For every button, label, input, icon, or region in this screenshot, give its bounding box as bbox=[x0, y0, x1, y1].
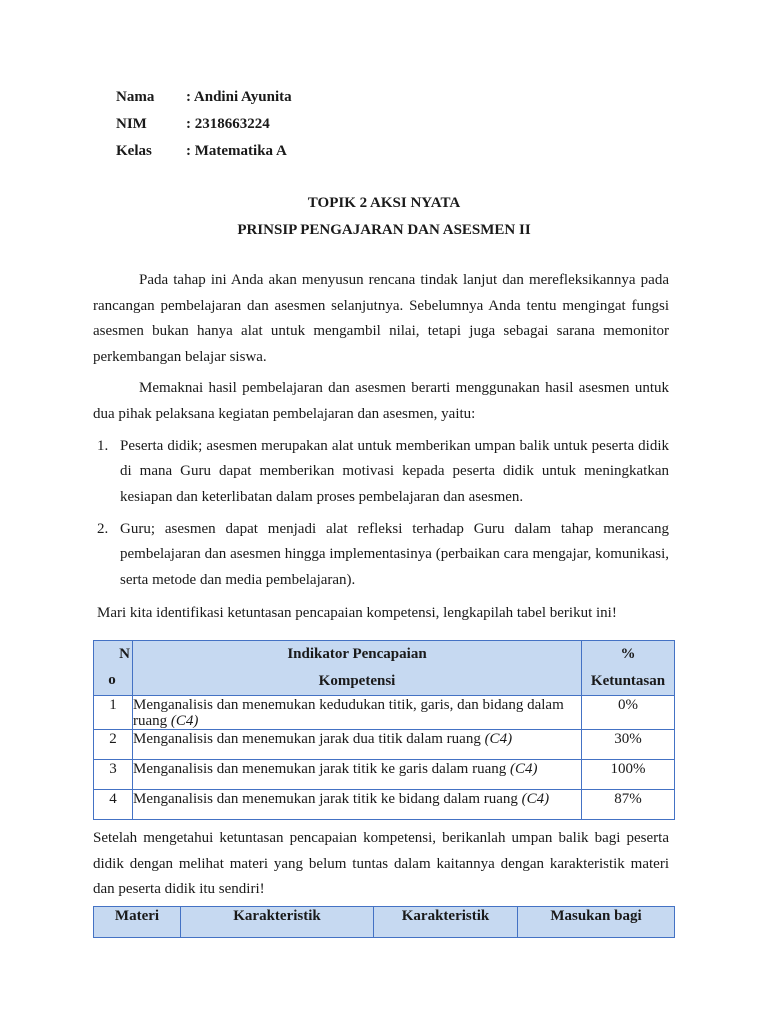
row-number: 4 bbox=[94, 790, 133, 820]
feedback-table-header-row bbox=[94, 907, 675, 938]
list-item bbox=[97, 434, 669, 510]
header-no bbox=[94, 641, 133, 696]
paragraph-intro bbox=[93, 268, 669, 370]
nim-label: NIM bbox=[116, 116, 147, 132]
document-subtitle: PRINSIP PENGAJARAN DAN ASESMEN II bbox=[237, 222, 531, 238]
list-number: 2. bbox=[97, 521, 109, 537]
list-item bbox=[97, 517, 669, 593]
table-row bbox=[94, 730, 675, 760]
list-number: 1. bbox=[97, 438, 109, 454]
document-title: TOPIK 2 AKSI NYATA bbox=[307, 195, 461, 211]
class-row bbox=[116, 142, 287, 160]
header-characteristic-1: Karakteristik bbox=[181, 907, 374, 938]
paragraph-meaning bbox=[93, 376, 669, 427]
paragraph-meaning-text: Memaknai hasil pembelajaran dan asesmen berarti menggunakan hasil asesmen untuk dua pihak pelaksana kegiatan pembelajaran dan asesmen, yaitu: bbox=[93, 380, 669, 422]
row-indicator bbox=[133, 790, 582, 820]
row-percent: 100% bbox=[582, 760, 675, 790]
header-percent-bottom: Ketuntasan bbox=[590, 673, 666, 689]
paragraph-intro-text: Pada tahap ini Anda akan menyusun rencana tindak lanjut dan merefleksikannya pada rancangan pembelajaran dan asesmen selanjutnya. Sebelumnya Anda tentu mengingat fungsi asesmen bukan hanya alat untuk mengambil nilai, tetapi juga sebagai sarana memonitor perkembangan belajar siswa. bbox=[93, 272, 669, 365]
row-indicator-text: Menganalisis dan menemukan kedudukan titik, garis, dan bidang dalam ruang bbox=[133, 697, 564, 729]
row-indicator bbox=[133, 730, 582, 760]
row-indicator-code: (C4) bbox=[509, 761, 538, 777]
name-label: Nama bbox=[116, 89, 155, 105]
table-header-row bbox=[94, 641, 675, 696]
row-indicator-text: Menganalisis dan menemukan jarak titik ke bidang dalam ruang bbox=[133, 791, 518, 807]
row-indicator bbox=[133, 696, 582, 730]
feedback-table bbox=[93, 906, 675, 938]
row-indicator-code: (C4) bbox=[170, 713, 199, 729]
class-label: Kelas bbox=[116, 143, 152, 159]
row-indicator-text: Menganalisis dan menemukan jarak dua titik dalam ruang bbox=[133, 731, 481, 747]
header-no-bottom: o bbox=[108, 672, 116, 688]
nim-value: : 2318663224 bbox=[186, 116, 270, 132]
row-number: 1 bbox=[94, 696, 133, 730]
header-materi: Materi bbox=[94, 907, 181, 938]
row-percent: 87% bbox=[582, 790, 675, 820]
header-no-top: N bbox=[119, 646, 130, 662]
name-row bbox=[116, 88, 292, 106]
header-percent bbox=[582, 641, 675, 696]
header-input: Masukan bagi bbox=[518, 907, 675, 938]
header-indicator-top: Indikator Pencapaian bbox=[287, 646, 427, 662]
table-row bbox=[94, 696, 675, 730]
header-characteristic-2: Karakteristik bbox=[374, 907, 518, 938]
header-percent-top: % bbox=[620, 646, 636, 662]
row-number: 2 bbox=[94, 730, 133, 760]
nim-row bbox=[116, 115, 270, 133]
table-row bbox=[94, 790, 675, 820]
row-indicator bbox=[133, 760, 582, 790]
name-value: : Andini Ayunita bbox=[186, 89, 292, 105]
list-text: Guru; asesmen dapat menjadi alat refleksi terhadap Guru dalam tahap merancang pembelajaran dan asesmen hingga implementasinya (perbaikan cara mengajar, komunikasi, serta metode dan media pembelajaran). bbox=[120, 521, 669, 588]
row-indicator-code: (C4) bbox=[521, 791, 550, 807]
list-text: Peserta didik; asesmen merupakan alat untuk memberikan umpan balik untuk peserta didik di mana Guru dapat memberikan motivasi kepada peserta didik untuk meningkatkan kesiapan dan keterlibatan dalam proses pembelajaran dan asesmen. bbox=[120, 438, 669, 505]
header-indicator bbox=[133, 641, 582, 696]
row-percent: 30% bbox=[582, 730, 675, 760]
row-number: 3 bbox=[94, 760, 133, 790]
header-indicator-bottom: Kompetensi bbox=[318, 673, 396, 689]
row-percent: 0% bbox=[582, 696, 675, 730]
row-indicator-code: (C4) bbox=[484, 731, 513, 747]
row-indicator-text: Menganalisis dan menemukan jarak titik ke garis dalam ruang bbox=[133, 761, 507, 777]
table-row bbox=[94, 760, 675, 790]
competency-table bbox=[93, 640, 675, 820]
class-value: : Matematika A bbox=[186, 143, 287, 159]
instruction-text: Mari kita identifikasi ketuntasan pencapaian kompetensi, lengkapilah tabel berikut ini! bbox=[97, 605, 617, 621]
paragraph-followup: Setelah mengetahui ketuntasan pencapaian kompetensi, berikanlah umpan balik bagi peserta didik dengan melihat materi yang belum tuntas dalam kaitannya dengan karakteristik materi dan peserta didik itu sendiri! bbox=[93, 830, 669, 897]
